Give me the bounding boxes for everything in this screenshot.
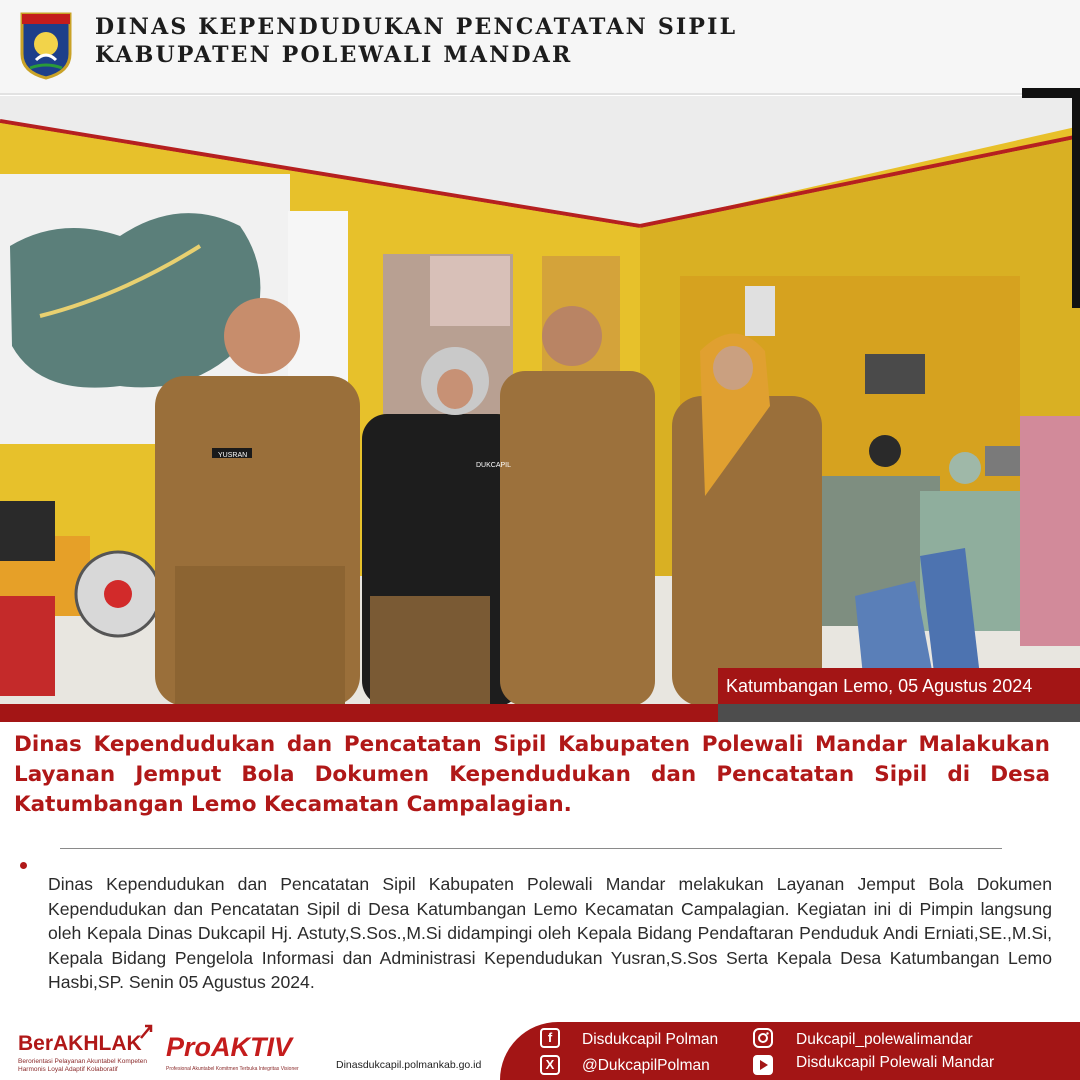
caption-shadow <box>718 704 1080 722</box>
proaktiv-logo <box>166 1032 316 1074</box>
youtube-icon[interactable] <box>753 1055 773 1075</box>
x-handle[interactable]: @DukcapilPolman <box>582 1057 710 1074</box>
proaktiv-subtitle: Profesional Akuntabel Komitmen Terbuka Integritas Visioner <box>166 1066 299 1072</box>
header <box>0 0 1080 95</box>
org-name-line2: KABUPATEN POLEWALI MANDAR <box>95 42 573 68</box>
divider <box>60 848 1002 849</box>
photo-bottom-band <box>0 704 718 722</box>
proaktiv-title: ProAKTIV <box>166 1032 293 1062</box>
instagram-icon[interactable] <box>753 1028 773 1048</box>
social-bar <box>500 1022 1080 1080</box>
photo-caption: Katumbangan Lemo, 05 Agustus 2024 <box>718 668 1080 704</box>
regency-logo <box>18 10 74 80</box>
body-paragraph: Dinas Kependudukan dan Pencatatan Sipil Kabupaten Polewali Mandar melakukan Layanan Jemput Bola Dokumen Kependudukan dan Pencatatan Sipil di Desa Katumbangan Lemo Kecamatan Campalagian. Kegiatan ini di Pimpin langsung oleh Kepala Dinas Dukcapil Hj. Astuty,S.Sos.,M.Si didampingi oleh Kepala Bidang Pendaftaran Penduduk Andi Erniati,SE.,M.Si, Kepala Bidang Pengelola Informasi dan Administrasi Kependudukan Yusran,S.Sos Serta Kepala Desa Katumbangan Lemo Hasbi,SP. Senin 05 Agustus 2024. <box>48 874 1052 992</box>
bullet-dot <box>20 862 27 869</box>
youtube-channel[interactable]: Disdukcapil Polewali Mandar <box>796 1054 995 1071</box>
org-name-line1: DINAS KEPENDUDUKAN PENCATATAN SIPIL <box>95 14 738 40</box>
event-photo <box>0 96 1080 706</box>
name-tag-dukcapil: DUKCAPIL <box>476 462 512 469</box>
berakhlak-logo <box>18 1030 158 1075</box>
berakhlak-title: BerAKHLAK <box>18 1032 142 1055</box>
instagram-handle[interactable]: Dukcapil_polewalimandar <box>796 1031 973 1048</box>
headline: Dinas Kependudukan dan Pencatatan Sipil Kabupaten Polewali Mandar Malakukan Layanan Jemput Bola Dokumen Kependudukan dan Pencatatan Sipil di Desa Katumbangan Lemo Kecamatan Campalagian. <box>14 732 1050 817</box>
name-tag-yusran: YUSRAN <box>218 452 248 459</box>
facebook-icon[interactable]: f <box>540 1028 560 1048</box>
berakhlak-arrow-icon <box>139 1024 153 1040</box>
x-icon[interactable]: X <box>540 1055 560 1075</box>
website-link[interactable]: Dinasdukcapil.polmankab.go.id <box>336 1059 482 1071</box>
facebook-handle[interactable]: Disdukcapil Polman <box>582 1031 719 1048</box>
corner-decoration-vertical <box>1072 88 1080 308</box>
berakhlak-subtitle: Berorientasi Pelayanan Akuntabel Kompeten Harmonis Loyal Adaptif Kolaboratif <box>18 1058 148 1073</box>
